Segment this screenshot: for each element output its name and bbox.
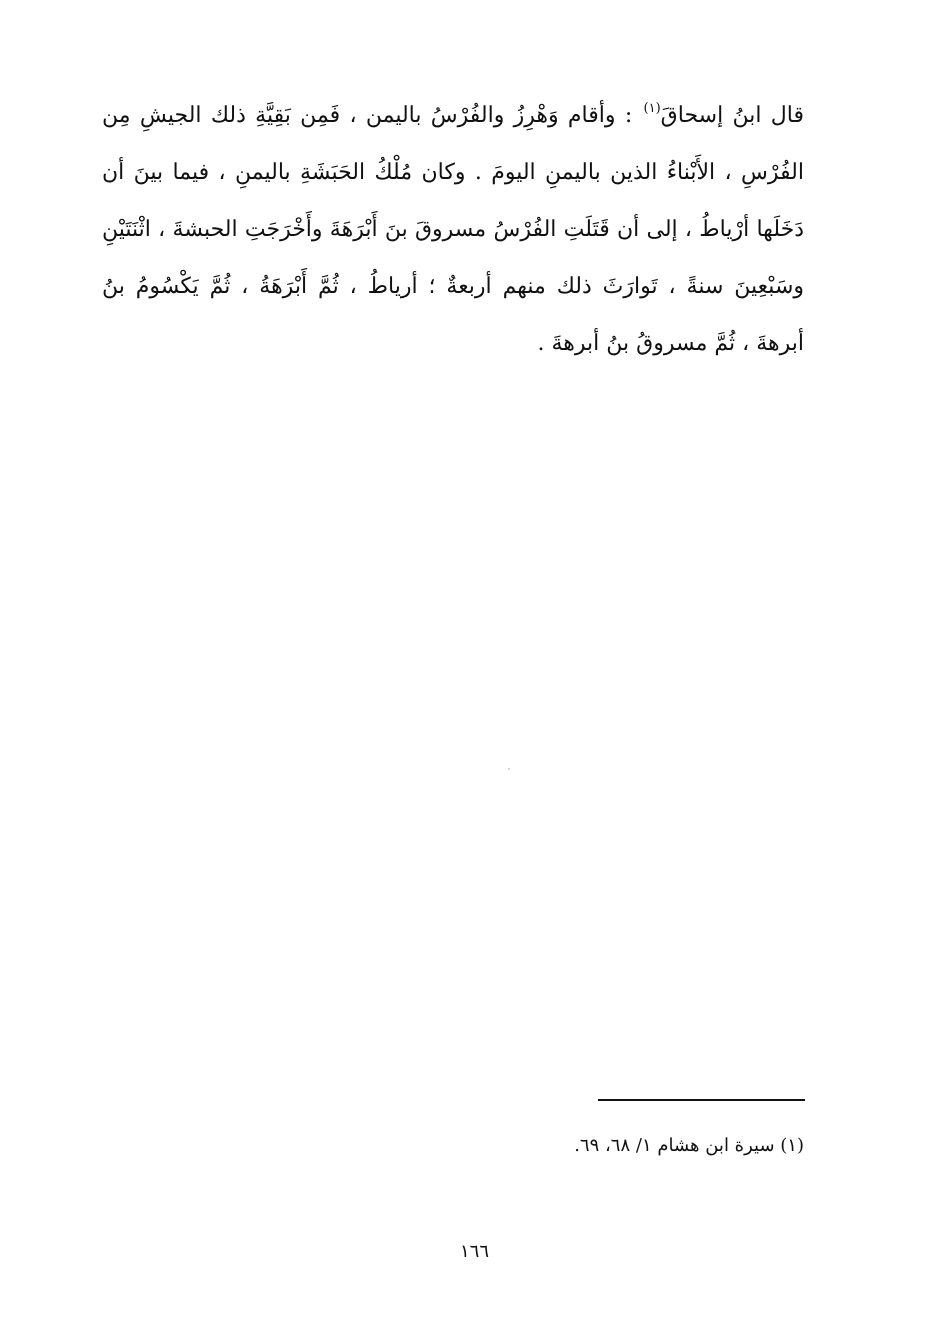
text-line-3: دَخَلَها أرْياطُ ، إلى أن قَتَلَتِ الفُرْسُ مسروقَ بنَ أَبْرَهَةَ وأَخْرَجَتِ الحبشةَ ، اثْنَتَيْنِ	[102, 217, 804, 242]
text-line-2: الفُرْسِ ، الأَبْناءُ الذين باليمنِ اليومَ . وكان مُلْكُ الحَبَشَةِ باليمنِ ، فيما بينَ أن	[102, 160, 804, 185]
text-line-5: أبرهةَ ، ثُمَّ مسروقُ بنُ أبرهةَ .	[537, 331, 804, 356]
text-line-1	[102, 80, 804, 144]
footnote-divider	[598, 1099, 805, 1101]
main-paragraph	[102, 80, 804, 372]
scan-speck	[508, 768, 510, 770]
footnote-reference-mark: (١)	[643, 101, 661, 116]
text-line-1-rest: : وأقام وَهْرِزُ والفُرْسُ باليمن ، فَمِن بَقِيَّةِ ذلك الجيشِ مِن	[102, 103, 642, 128]
footnote: (١) سيرة ابن هشام ١/ ٦٨، ٦٩.	[574, 1135, 804, 1156]
page-number: ١٦٦	[459, 1241, 489, 1262]
text-line-1-start: قال ابنُ إسحاقَ	[660, 103, 804, 128]
text-line-4: وسَبْعِينَ سنةً ، تَوارَثَ ذلك منهم أربعةٌ ؛ أرياطُ ، ثُمَّ أَبْرَهَةُ ، ثُمَّ يَكْسُومُ بنُ	[102, 274, 804, 299]
